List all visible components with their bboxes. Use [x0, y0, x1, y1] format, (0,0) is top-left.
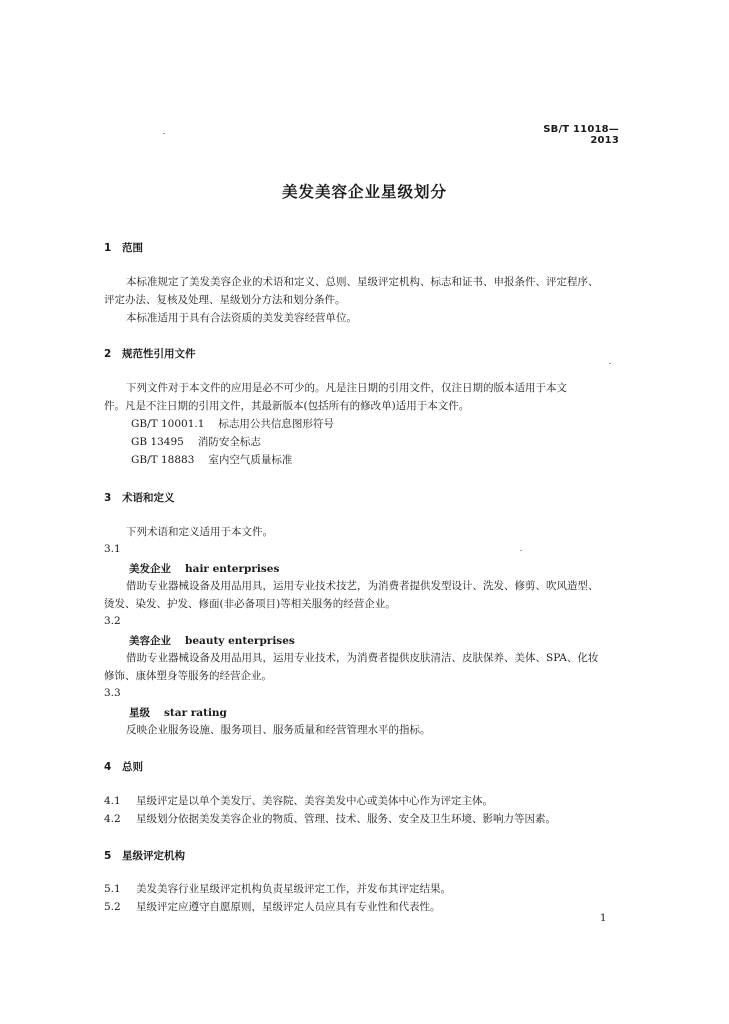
reference-code: GB/T 18883	[131, 454, 195, 466]
section-title: 术语和定义	[122, 492, 175, 504]
section-1-heading	[104, 240, 143, 255]
term-number: 3.3	[104, 687, 121, 699]
section-title: 总则	[122, 761, 143, 773]
reference-code: GB/T 10001.1	[131, 418, 205, 430]
section-title: 规范性引用文件	[122, 348, 196, 360]
term-name-cn: 星级	[129, 707, 150, 719]
paragraph-line: 下列术语和定义适用于本文件。	[126, 526, 273, 538]
scan-speck	[163, 133, 165, 134]
section-number: 5	[104, 850, 112, 862]
clause-number: 4.1	[104, 795, 121, 807]
page-number: 1	[600, 913, 607, 924]
section-number: 1	[104, 242, 112, 254]
reference-title: 消防安全标志	[197, 436, 261, 448]
clause-number: 5.1	[104, 883, 121, 895]
section-2-heading	[104, 346, 196, 361]
section-title: 星级评定机构	[122, 850, 185, 862]
paragraph-line: 下列文件对于本文件的应用是必不可少的。凡是注日期的引用文件，仅注日期的版本适用于本文	[126, 382, 567, 394]
reference-item	[131, 453, 651, 467]
paragraph-line: 本标准规定了美发美容企业的术语和定义、总则、星级评定机构、标志和证书、申报条件、评定程序、	[126, 276, 599, 288]
section-3-heading	[104, 490, 175, 505]
term-name-en: beauty enterprises	[185, 635, 295, 647]
reference-item	[131, 417, 651, 431]
term-name-cn: 美容企业	[129, 635, 171, 647]
section-number: 2	[104, 348, 112, 360]
definition-line: 反映企业服务设施、服务项目、服务质量和经营管理水平的指标。	[126, 724, 431, 736]
clause-line	[104, 882, 624, 896]
scan-speck	[609, 363, 611, 364]
section-number: 4	[104, 761, 112, 773]
section-5-heading	[104, 848, 185, 863]
term-number: 3.1	[104, 543, 121, 555]
clause-line	[104, 794, 624, 808]
term-name	[129, 633, 295, 648]
clause-text: 星级评定应遵守自愿原则，星级评定人员应具有专业性和代表性。	[136, 901, 441, 913]
term-name	[129, 561, 279, 576]
reference-title: 室内空气质量标准	[208, 454, 293, 466]
section-title: 范围	[122, 242, 143, 254]
clause-text: 星级评定是以单个美发厅、美容院、美容美发中心或美体中心作为评定主体。	[136, 795, 493, 807]
definition-line: 借助专业器械设备及用品用具，运用专业技术，为消费者提供皮肤清洁、皮肤保养、美体、SPA、化妆	[126, 652, 599, 664]
term-name-en: star rating	[164, 707, 227, 719]
term-name-cn: 美发企业	[129, 563, 171, 575]
document-title: 美发美容企业星级划分	[281, 183, 447, 201]
clause-text: 星级划分依据美发美容企业的物质、管理、技术、服务、安全及卫生环境、影响力等因素。	[136, 813, 556, 825]
clause-number: 4.2	[104, 813, 121, 825]
reference-code: GB 13495	[131, 436, 184, 448]
clause-text: 美发美容行业星级评定机构负责星级评定工作，并发布其评定结果。	[136, 883, 451, 895]
clause-line	[104, 900, 624, 914]
term-number: 3.2	[104, 615, 121, 627]
standard-code: SB/T 11018—2013	[543, 124, 619, 146]
paragraph-line: 件。凡是不注日期的引用文件，其最新版本(包括所有的修改单)适用于本文件。	[104, 400, 470, 412]
reference-title: 标志用公共信息图形符号	[218, 418, 334, 430]
scan-speck	[520, 550, 522, 551]
definition-line: 修饰、康体塑身等服务的经营企业。	[104, 670, 272, 682]
term-name-en: hair enterprises	[185, 563, 280, 575]
paragraph-line: 本标准适用于具有合法资质的美发美容经营单位。	[126, 312, 357, 324]
section-number: 3	[104, 492, 112, 504]
term-name	[129, 705, 227, 720]
clause-line	[104, 812, 624, 826]
section-4-heading	[104, 759, 143, 774]
clause-number: 5.2	[104, 901, 121, 913]
reference-item	[131, 435, 651, 449]
definition-line: 借助专业器械设备及用品用具，运用专业技术技艺，为消费者提供发型设计、洗发、修剪、吹风造型、	[126, 580, 599, 592]
paragraph-line: 评定办法、复核及处理、星级划分方法和划分条件。	[104, 294, 346, 306]
definition-line: 烫发、染发、护发、修面(非必备项目)等相关服务的经营企业。	[104, 598, 396, 610]
